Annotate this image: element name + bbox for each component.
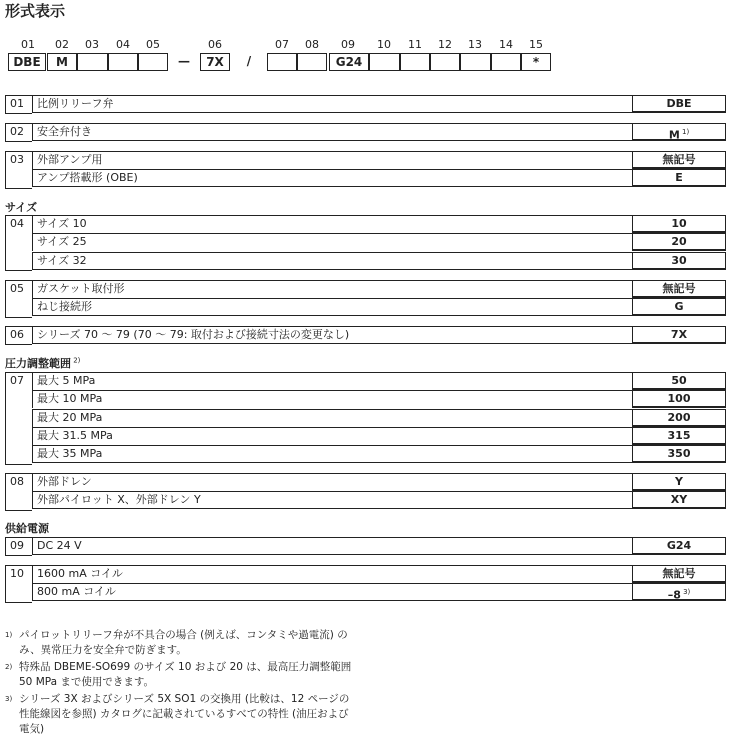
option-row: [5, 445, 726, 463]
code-box-14[interactable]: [491, 53, 521, 71]
option-code: Y: [632, 473, 726, 491]
group-number: 07: [5, 372, 32, 465]
option-code: 350: [632, 445, 726, 463]
footnote-2: 2) 特殊品 DBEME-SO699 のサイズ 10 および 20 は、最高圧力調整範囲 50 MPa まで使用できます。: [5, 661, 352, 688]
group-number: 05: [5, 280, 32, 318]
option-description: サイズ 25: [32, 233, 632, 251]
option-code: 30: [632, 252, 726, 270]
option-row: [5, 537, 726, 555]
group-05: [5, 280, 726, 317]
option-row: [5, 95, 726, 113]
option-row: [5, 123, 726, 141]
group-number: 04: [5, 215, 32, 271]
group-number: 10: [5, 565, 32, 603]
code-box-05[interactable]: [138, 53, 168, 71]
option-code: 100: [632, 390, 726, 408]
code-position-numbers: [0, 38, 753, 52]
option-description: 安全弁付き: [32, 123, 632, 141]
option-row: [5, 169, 726, 187]
group-09: [5, 537, 726, 555]
code-box-08[interactable]: [297, 53, 327, 71]
code-box-06[interactable]: 7X: [200, 53, 230, 71]
option-description: 比例リリーフ弁: [32, 95, 632, 113]
code-position-05: 05: [146, 38, 160, 51]
option-description: 外部ドレン: [32, 473, 632, 491]
group-03: [5, 151, 726, 188]
option-code: DBE: [632, 95, 726, 113]
code-position-12: 12: [438, 38, 452, 51]
code-position-04: 04: [116, 38, 130, 51]
option-description: シリーズ 70 ～ 79 (70 ～ 79: 取付および接続寸法の変更なし): [32, 326, 632, 344]
option-description: 最大 31.5 MPa: [32, 427, 632, 445]
section-title-power: 供給電源: [5, 522, 49, 535]
code-position-13: 13: [468, 38, 482, 51]
group-number: 01: [5, 95, 32, 114]
group-07: [5, 372, 726, 464]
option-row: [5, 372, 726, 390]
option-description: 外部アンプ用: [32, 151, 632, 169]
option-code: 10: [632, 215, 726, 233]
option-row: [5, 326, 726, 344]
option-description: ねじ接続形: [32, 298, 632, 316]
code-position-06: 06: [208, 38, 222, 51]
code-position-09: 09: [341, 38, 355, 51]
group-number: 09: [5, 537, 32, 556]
option-description: 1600 mA コイル: [32, 565, 632, 583]
group-08: [5, 473, 726, 510]
option-row: [5, 427, 726, 445]
section-title-size: サイズ: [5, 201, 38, 214]
option-description: 最大 5 MPa: [32, 372, 632, 390]
code-separator-dash: —: [178, 54, 190, 68]
code-boxes: [0, 53, 753, 73]
group-number: 06: [5, 326, 32, 345]
footnote-1: 1) パイロットリリーフ弁が不具合の場合 (例えば、コンタミや過電流) のみ、異常圧力を安全弁で防ぎます。: [5, 629, 348, 656]
option-row: [5, 409, 726, 427]
page-title: 形式表示: [5, 2, 66, 20]
option-code: E: [632, 169, 726, 187]
code-position-07: 07: [275, 38, 289, 51]
option-code: XY: [632, 491, 726, 509]
section-title-pressure: 圧力調整範囲 $^{2)}$: [5, 356, 81, 370]
code-box-10[interactable]: [369, 53, 400, 71]
code-box-01[interactable]: DBE: [8, 53, 46, 71]
option-code: –8 $^{3)}$: [632, 583, 726, 601]
code-position-14: 14: [499, 38, 513, 51]
code-position-10: 10: [377, 38, 391, 51]
code-box-07[interactable]: [267, 53, 297, 71]
group-number: 08: [5, 473, 32, 511]
option-code: G24: [632, 537, 726, 555]
option-code: 200: [632, 409, 726, 427]
footnote-3: 3) シリーズ 3X およびシリーズ 5X SO1 の交換用 (比較は、12 ページの性能線図を参照) カタログに記載されているすべての特性 (油圧および電気): [5, 693, 350, 735]
code-position-08: 08: [305, 38, 319, 51]
option-code: 無記号: [632, 151, 726, 169]
option-row: [5, 215, 726, 233]
option-code: 無記号: [632, 565, 726, 583]
group-02: [5, 123, 726, 141]
code-position-03: 03: [85, 38, 99, 51]
group-06: [5, 326, 726, 344]
code-box-04[interactable]: [108, 53, 138, 71]
option-code: M $^{1)}$: [632, 123, 726, 141]
option-row: [5, 252, 726, 270]
option-description: 最大 35 MPa: [32, 445, 632, 463]
code-box-12[interactable]: [430, 53, 460, 71]
option-code: 315: [632, 427, 726, 445]
group-01: [5, 95, 726, 113]
option-code: 20: [632, 233, 726, 251]
option-description: 最大 10 MPa: [32, 390, 632, 408]
code-position-11: 11: [408, 38, 422, 51]
option-description: 800 mA コイル: [32, 583, 632, 601]
option-row: [5, 151, 726, 169]
code-box-02[interactable]: M: [47, 53, 77, 71]
option-code: G: [632, 298, 726, 316]
option-row: [5, 233, 726, 251]
option-description: サイズ 32: [32, 252, 632, 270]
option-description: ガスケット取付形: [32, 280, 632, 298]
option-row: [5, 565, 726, 583]
group-10: [5, 565, 726, 602]
option-code: 無記号: [632, 280, 726, 298]
code-box-11[interactable]: [400, 53, 430, 71]
code-position-02: 02: [55, 38, 69, 51]
group-number: 02: [5, 123, 32, 142]
option-description: アンプ搭載形 (OBE): [32, 169, 632, 187]
option-code: 50: [632, 372, 726, 390]
code-position-15: 15: [529, 38, 543, 51]
option-row: [5, 473, 726, 491]
option-row: [5, 491, 726, 509]
option-row: [5, 390, 726, 408]
code-box-09[interactable]: G24: [329, 53, 369, 71]
code-box-03[interactable]: [77, 53, 108, 71]
option-description: DC 24 V: [32, 537, 632, 555]
option-description: サイズ 10: [32, 215, 632, 233]
option-description: 外部パイロット X、外部ドレン Y: [32, 491, 632, 509]
code-separator-slash: /: [246, 54, 252, 68]
option-row: [5, 583, 726, 601]
code-position-01: 01: [21, 38, 35, 51]
option-description: 最大 20 MPa: [32, 409, 632, 427]
code-box-15[interactable]: *: [521, 53, 551, 71]
option-row: [5, 298, 726, 316]
code-box-13[interactable]: [460, 53, 491, 71]
group-number: 03: [5, 151, 32, 189]
option-code: 7X: [632, 326, 726, 344]
option-row: [5, 280, 726, 298]
group-04: [5, 215, 726, 270]
